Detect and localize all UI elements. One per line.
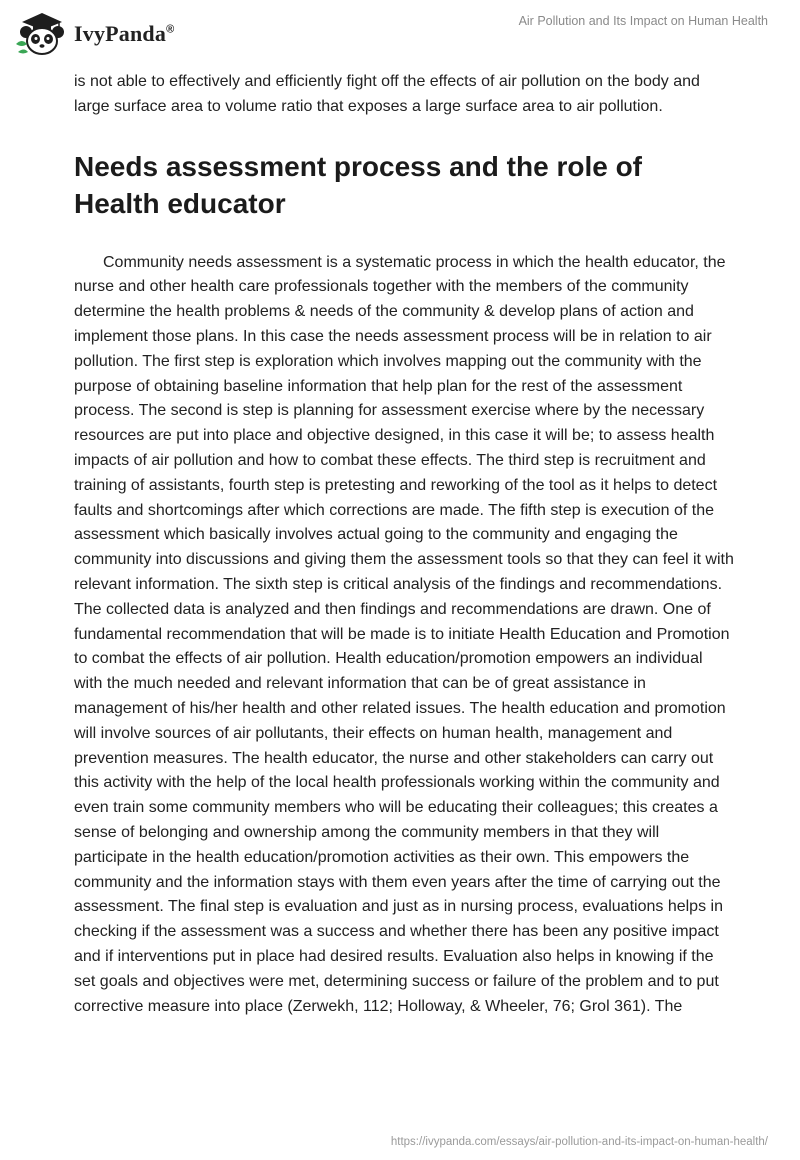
- source-url[interactable]: https://ivypanda.com/essays/air-pollution-and-its-impact-on-human-health/: [390, 1136, 768, 1148]
- brand-name: IvyPanda®: [74, 21, 175, 46]
- panda-logo-icon: [14, 8, 70, 60]
- section-heading: Needs assessment process and the role of Health educator: [74, 150, 642, 219]
- brand-registered-mark: ®: [166, 23, 175, 36]
- page-header: [0, 0, 800, 68]
- brand-logo[interactable]: [14, 8, 174, 60]
- body-paragraph: Community needs assessment is a systematic process in which the health educator, the nurse and other health care professionals together with the members of the community determine the health problems & needs of the community & develop plans of action and implement those plans. In this case the needs assessment process will be in relation to air pollution. The first step is exploration which involves mapping out the community with the purpose of obtaining baseline information that help plan for the rest of the assessment process. The second is step is planning for assessment exercise where by the necessary resources are put into place and objective designed, in this case it will be; to assess health impacts of air pollution and how to combat these effects. The third step is recruitment and training of assistants, fourth step is pretesting and reworking of the tool as it helps to detect faults and shortcomings after which corrections are made. The fifth step is execution of the assessment which basically involves actual going to the community and engaging the community into discussions and giving them the assessment tools so that they can feel it with relevant information. The sixth step is critical analysis of the findings and recommendations. The collected data is analyzed and then findings and recommendations are drawn. One of fundamental recommendation that will be made is to initiate Health Education and Promotion to combat the effects of air pollution. Health education/promotion empowers an individual with the much needed and relevant information that can be of great assistance in management of his/her health and other related issues. The health education and promotion will involve sources of air pollutants, their effects on human health, management and prevention measures. The health educator, the nurse and other stakeholders can carry out this activity with the help of the local health professionals working within the community and even train some community members who will be educating their colleagues; this creates a sense of belonging and ownership among the community members in that they will participate in the health education/promotion activities as their own. This empowers the community and the information stays with them even years after the time of carrying out the assessment. The final step is evaluation and just as in nursing process, evaluations helps in checking if the assessment was a success and whether there has been any positive impact and if interventions put in place had desired results. Evaluation also helps in knowing if the set goals and objectives were met, determining success or failure of the problem and to put corrective measure into place (Zerwekh, 112; Holloway, & Wheeler, 76; Grol 361). The: [74, 253, 734, 1015]
- document-title: Air Pollution and Its Impact on Human Health: [518, 14, 768, 28]
- intro-paragraph: is not able to effectively and efficiently fight off the effects of air pollution on the body and large surface area to volume ratio that exposes a large surface area to air pollution.: [74, 73, 700, 115]
- article-content: [74, 70, 734, 1019]
